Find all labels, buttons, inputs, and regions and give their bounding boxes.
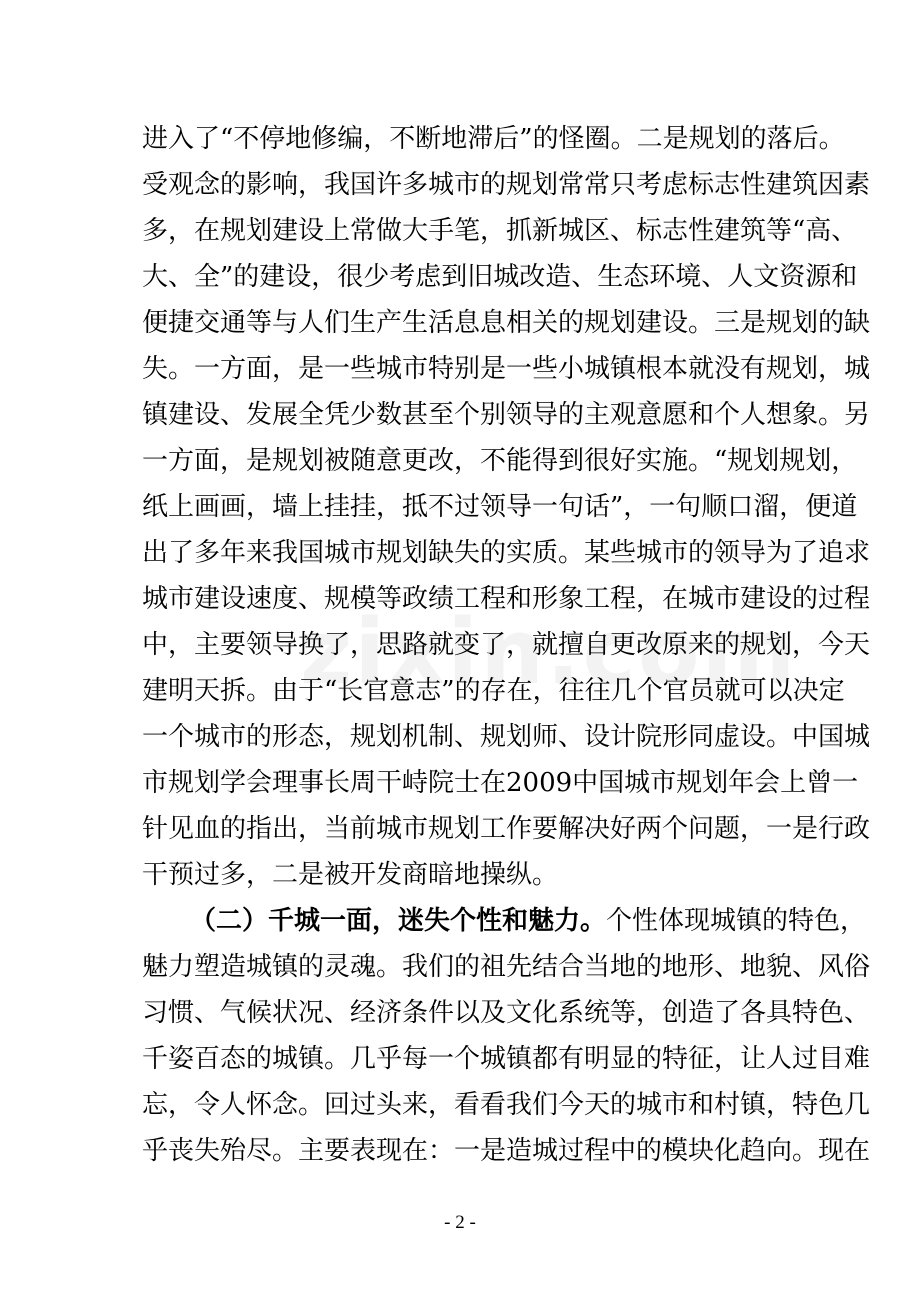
text-line: 中，主要领导换了，思路就变了，就擅自更改原来的规划，今天: [142, 630, 871, 660]
text-line: 忘，令人怀念。回过头来，看看我们今天的城市和村镇，特色几: [142, 1090, 871, 1120]
text-line: 一方面，是规划被随意更改，不能得到很好实施。“规划规划，: [142, 446, 858, 476]
text-line: 多，在规划建设上常做大手笔，抓新城区、标志性建筑等“高、: [142, 216, 858, 246]
text-line: 进入了“不停地修编，不断地滞后”的怪圈。二是规划的落后。: [142, 124, 845, 154]
section-heading-rest: 个性体现城镇的特色，: [606, 906, 867, 936]
text-line: 干预过多，二是被开发商暗地操纵。: [142, 860, 559, 890]
text-line: 大、全”的建设，很少考虑到旧城改造、生态环境、人文资源和: [142, 262, 858, 292]
section-heading: （二）千城一面，迷失个性和魅力。: [190, 906, 607, 936]
text-line: 镇建设、发展全凭少数甚至个别领导的主观意愿和个人想象。另: [142, 400, 871, 430]
text-line: 城市建设速度、规模等政绩工程和形象工程，在城市建设的过程: [142, 584, 871, 614]
section-heading-line: [190, 906, 866, 936]
text-line: 市规划学会理事长周干峙院士在2009中国城市规划年会上曾一: [142, 768, 859, 798]
text-line: 便捷交通等与人们生产生活息息相关的规划建设。三是规划的缺: [142, 308, 871, 338]
text-line: 出了多年来我国城市规划缺失的实质。某些城市的领导为了追求: [142, 538, 871, 568]
text-line: 习惯、气候状况、经济条件以及文化系统等，创造了各具特色、: [142, 998, 871, 1028]
text-line: 纸上画画，墙上挂挂，抵不过领导一句话”，一句顺口溜，便道: [142, 492, 858, 522]
text-line: 针见血的指出，当前城市规划工作要解决好两个问题，一是行政: [142, 814, 871, 844]
page-number: - 2 -: [444, 1212, 476, 1233]
text-line: 建明天拆。由于“长官意志”的存在，往往几个官员就可以决定: [142, 676, 845, 706]
text-line: 失。一方面，是一些城市特别是一些小城镇根本就没有规划，城: [142, 354, 871, 384]
text-line: 受观念的影响，我国许多城市的规划常常只考虑标志性建筑因素: [142, 170, 871, 200]
text-line: 魅力塑造城镇的灵魂。我们的祖先结合当地的地形、地貌、风俗: [142, 952, 871, 982]
text-line: 乎丧失殆尽。主要表现在：一是造城过程中的模块化趋向。现在: [142, 1136, 871, 1166]
text-line: 千姿百态的城镇。几乎每一个城镇都有明显的特征，让人过目难: [142, 1044, 871, 1074]
text-line: 一个城市的形态，规划机制、规划师、设计院形同虚设。中国城: [142, 722, 871, 752]
